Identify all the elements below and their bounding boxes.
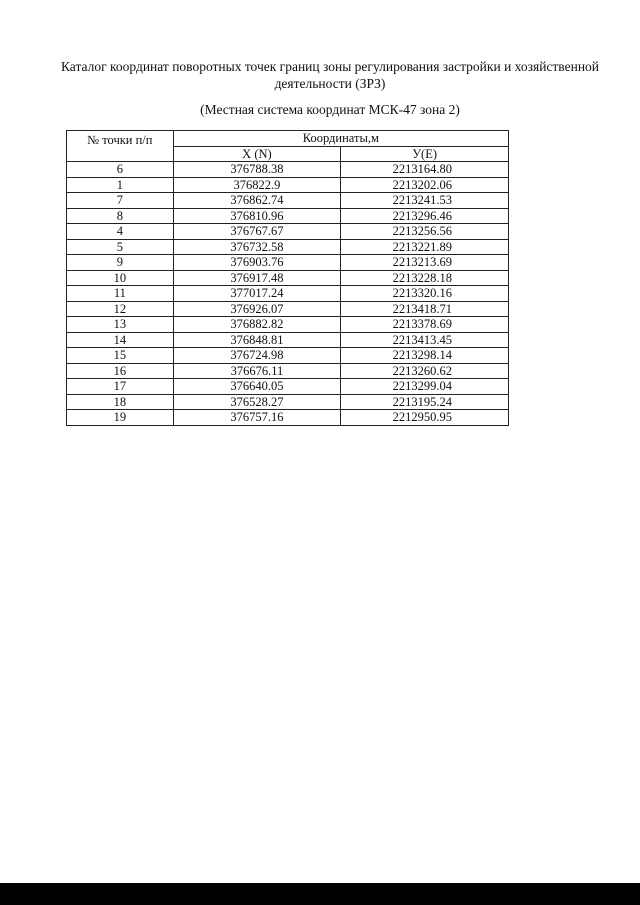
table-row [67,394,509,410]
cell-point-number: 9 [67,255,174,271]
table-row [67,224,509,240]
cell-point-number: 13 [67,317,174,333]
cell-y: 2213164.80 [341,162,509,178]
cell-y: 2213413.45 [341,332,509,348]
table-row [67,348,509,364]
cell-point-number: 10 [67,270,174,286]
cell-point-number: 15 [67,348,174,364]
table-row [67,379,509,395]
cell-y: 2212950.95 [341,410,509,426]
header-y: У(E) [341,146,509,162]
cell-y: 2213221.89 [341,239,509,255]
table-row [67,255,509,271]
cell-x: 376917.48 [173,270,341,286]
table-row [67,270,509,286]
cell-x: 376788.38 [173,162,341,178]
cell-y: 2213299.04 [341,379,509,395]
cell-point-number: 12 [67,301,174,317]
cell-point-number: 7 [67,193,174,209]
document-title: Каталог координат поворотных точек границ зоны регулирования застройки и хозяйственной деятельности (ЗРЗ) [60,59,600,91]
cell-y: 2213256.56 [341,224,509,240]
cell-point-number: 17 [67,379,174,395]
cell-point-number: 1 [67,177,174,193]
table-row [67,239,509,255]
cell-x: 376882.82 [173,317,341,333]
table-row [67,193,509,209]
cell-y: 2213228.18 [341,270,509,286]
header-point-number: № точки п/п [67,131,174,162]
document-subtitle: (Местная система координат МСК-47 зона 2) [200,102,460,117]
table-header-row [67,131,509,147]
table-row [67,286,509,302]
table-row [67,301,509,317]
cell-x: 377017.24 [173,286,341,302]
header-x: X (N) [173,146,341,162]
cell-y: 2213320.16 [341,286,509,302]
cell-y: 2213298.14 [341,348,509,364]
table-row [67,410,509,426]
cell-point-number: 19 [67,410,174,426]
cell-y: 2213418.71 [341,301,509,317]
cell-point-number: 5 [67,239,174,255]
cell-x: 376767.67 [173,224,341,240]
cell-point-number: 16 [67,363,174,379]
cell-x: 376732.58 [173,239,341,255]
table-row [67,177,509,193]
cell-x: 376757.16 [173,410,341,426]
table-row [67,162,509,178]
cell-y: 2213202.06 [341,177,509,193]
cell-x: 376810.96 [173,208,341,224]
cell-point-number: 8 [67,208,174,224]
header-coordinates: Координаты,м [173,131,508,147]
cell-x: 376822.9 [173,177,341,193]
cell-x: 376676.11 [173,363,341,379]
cell-x: 376926.07 [173,301,341,317]
table-row [67,363,509,379]
table-body [67,162,509,426]
cell-point-number: 6 [67,162,174,178]
cell-x: 376528.27 [173,394,341,410]
table-row [67,332,509,348]
table-row [67,208,509,224]
cell-x: 376724.98 [173,348,341,364]
cell-y: 2213378.69 [341,317,509,333]
cell-y: 2213260.62 [341,363,509,379]
cell-point-number: 4 [67,224,174,240]
scan-edge [0,883,640,905]
cell-y: 2213213.69 [341,255,509,271]
cell-x: 376848.81 [173,332,341,348]
cell-point-number: 14 [67,332,174,348]
cell-y: 2213296.46 [341,208,509,224]
cell-x: 376640.05 [173,379,341,395]
cell-point-number: 18 [67,394,174,410]
cell-y: 2213241.53 [341,193,509,209]
table-row [67,317,509,333]
cell-y: 2213195.24 [341,394,509,410]
coordinates-table [66,130,509,426]
cell-x: 376903.76 [173,255,341,271]
cell-point-number: 11 [67,286,174,302]
cell-x: 376862.74 [173,193,341,209]
